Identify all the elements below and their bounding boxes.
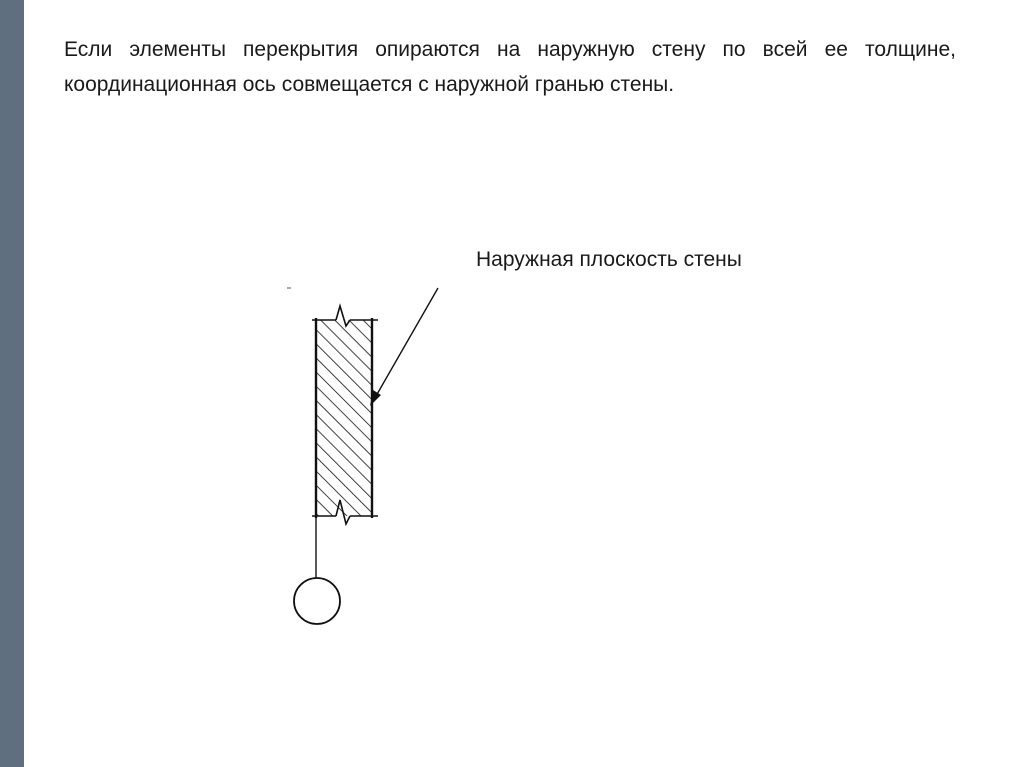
coordination-axis (287, 288, 316, 578)
outer-wall-plane-label: Наружная плоскость стены (476, 248, 742, 271)
wall-section-hatch (316, 320, 372, 516)
leader-arrow (370, 288, 438, 406)
axis-marker-circle (294, 578, 340, 624)
slide-body-text: Если элементы перекрытия опираются на наружную стену по всей ее толщине, координационная ось совмещается с наружной гранью стены. (64, 38, 956, 96)
